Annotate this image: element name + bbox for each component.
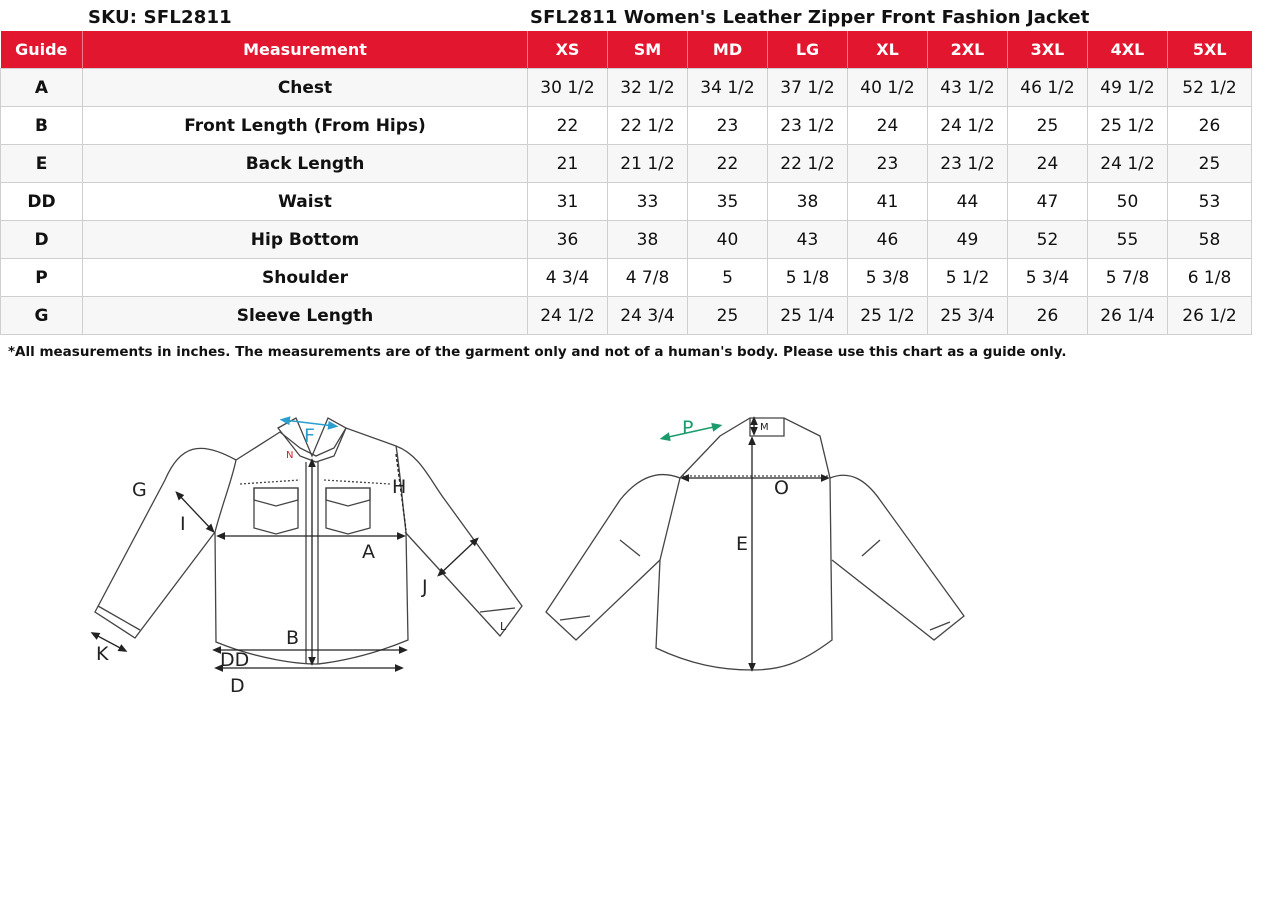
label-l: L [500, 620, 507, 633]
size-value-cell: 23 1/2 [768, 107, 848, 145]
size-value-cell: 43 1/2 [928, 69, 1008, 107]
header-size: MD [688, 31, 768, 69]
guide-cell: G [1, 297, 83, 335]
guide-cell: A [1, 69, 83, 107]
header-size: 2XL [928, 31, 1008, 69]
size-value-cell: 33 [608, 183, 688, 221]
measurement-cell: Sleeve Length [83, 297, 528, 335]
measurement-cell: Hip Bottom [83, 221, 528, 259]
measurement-note: *All measurements in inches. The measurements are of the garment only and not of a human's body. Please use this chart as a guide only. [8, 344, 1067, 360]
size-value-cell: 4 3/4 [528, 259, 608, 297]
label-n: N [286, 450, 294, 461]
size-value-cell: 31 [528, 183, 608, 221]
label-o: O [774, 477, 789, 499]
size-value-cell: 53 [1168, 183, 1252, 221]
size-value-cell: 46 1/2 [1008, 69, 1088, 107]
measurement-cell: Shoulder [83, 259, 528, 297]
size-value-cell: 55 [1088, 221, 1168, 259]
size-value-cell: 40 1/2 [848, 69, 928, 107]
measurement-cell: Chest [83, 69, 528, 107]
size-value-cell: 24 1/2 [528, 297, 608, 335]
size-value-cell: 36 [528, 221, 608, 259]
table-row [1, 297, 1252, 335]
size-value-cell: 26 [1168, 107, 1252, 145]
size-value-cell: 4 7/8 [608, 259, 688, 297]
page-title: SFL2811 Women's Leather Zipper Front Fashion Jacket [530, 7, 1090, 28]
measurement-cell: Back Length [83, 145, 528, 183]
table-row [1, 259, 1252, 297]
size-value-cell: 25 1/4 [768, 297, 848, 335]
size-value-cell: 5 [688, 259, 768, 297]
label-m: M [760, 422, 769, 433]
label-a: A [362, 541, 375, 563]
table-row [1, 183, 1252, 221]
header-size: SM [608, 31, 688, 69]
size-value-cell: 35 [688, 183, 768, 221]
label-d: D [230, 675, 245, 697]
size-value-cell: 52 1/2 [1168, 69, 1252, 107]
size-value-cell: 5 1/2 [928, 259, 1008, 297]
size-value-cell: 24 1/2 [928, 107, 1008, 145]
back-jacket-illustration [546, 418, 964, 670]
measurement-cell: Waist [83, 183, 528, 221]
size-value-cell: 22 [688, 145, 768, 183]
guide-cell: DD [1, 183, 83, 221]
size-value-cell: 32 1/2 [608, 69, 688, 107]
size-value-cell: 46 [848, 221, 928, 259]
label-k: K [96, 643, 109, 665]
header-size: LG [768, 31, 848, 69]
size-value-cell: 30 1/2 [528, 69, 608, 107]
table-row [1, 221, 1252, 259]
front-measurement-arrows [94, 454, 476, 668]
size-value-cell: 49 [928, 221, 1008, 259]
size-value-cell: 50 [1088, 183, 1168, 221]
size-value-cell: 5 3/8 [848, 259, 928, 297]
size-value-cell: 34 1/2 [688, 69, 768, 107]
size-value-cell: 25 [688, 297, 768, 335]
sku-label: SKU: SFL2811 [88, 7, 232, 28]
size-value-cell: 25 1/2 [848, 297, 928, 335]
size-value-cell: 40 [688, 221, 768, 259]
label-j: J [422, 576, 428, 598]
jacket-diagram [0, 380, 1000, 700]
label-p: P [682, 417, 694, 439]
size-value-cell: 5 1/8 [768, 259, 848, 297]
size-value-cell: 23 [688, 107, 768, 145]
size-value-cell: 24 [848, 107, 928, 145]
size-value-cell: 25 [1168, 145, 1252, 183]
size-value-cell: 43 [768, 221, 848, 259]
header-guide: Guide [1, 31, 83, 69]
size-value-cell: 38 [608, 221, 688, 259]
header-size: 3XL [1008, 31, 1088, 69]
header-size: 4XL [1088, 31, 1168, 69]
size-value-cell: 38 [768, 183, 848, 221]
size-value-cell: 22 [528, 107, 608, 145]
size-value-cell: 22 1/2 [768, 145, 848, 183]
size-value-cell: 22 1/2 [608, 107, 688, 145]
label-dd: DD [220, 649, 250, 671]
size-value-cell: 25 3/4 [928, 297, 1008, 335]
header-size: XS [528, 31, 608, 69]
label-f: F [304, 425, 315, 447]
size-value-cell: 21 [528, 145, 608, 183]
size-value-cell: 6 1/8 [1168, 259, 1252, 297]
measurement-cell: Front Length (From Hips) [83, 107, 528, 145]
size-value-cell: 24 3/4 [608, 297, 688, 335]
size-value-cell: 25 1/2 [1088, 107, 1168, 145]
label-i: I [180, 513, 186, 535]
guide-cell: D [1, 221, 83, 259]
label-g: G [132, 479, 147, 501]
header-measurement: Measurement [83, 31, 528, 69]
size-value-cell: 24 1/2 [1088, 145, 1168, 183]
table-row [1, 107, 1252, 145]
guide-cell: P [1, 259, 83, 297]
size-value-cell: 23 1/2 [928, 145, 1008, 183]
size-value-cell: 5 3/4 [1008, 259, 1088, 297]
size-value-cell: 26 1/4 [1088, 297, 1168, 335]
front-jacket-illustration [95, 418, 522, 664]
size-value-cell: 58 [1168, 221, 1252, 259]
table-row [1, 145, 1252, 183]
table-row [1, 69, 1252, 107]
size-value-cell: 41 [848, 183, 928, 221]
size-value-cell: 5 7/8 [1088, 259, 1168, 297]
size-value-cell: 47 [1008, 183, 1088, 221]
guide-cell: E [1, 145, 83, 183]
size-value-cell: 26 [1008, 297, 1088, 335]
size-value-cell: 26 1/2 [1168, 297, 1252, 335]
size-value-cell: 21 1/2 [608, 145, 688, 183]
guide-cell: B [1, 107, 83, 145]
size-chart-table [0, 31, 1252, 335]
size-value-cell: 49 1/2 [1088, 69, 1168, 107]
back-measurement-arrows [684, 420, 826, 668]
table-header-row [1, 31, 1252, 69]
size-value-cell: 52 [1008, 221, 1088, 259]
size-value-cell: 44 [928, 183, 1008, 221]
size-value-cell: 23 [848, 145, 928, 183]
size-value-cell: 24 [1008, 145, 1088, 183]
label-b: B [286, 627, 300, 649]
label-e: E [736, 533, 749, 555]
size-value-cell: 25 [1008, 107, 1088, 145]
header-size: 5XL [1168, 31, 1252, 69]
header-size: XL [848, 31, 928, 69]
label-h: H [392, 476, 407, 498]
size-value-cell: 37 1/2 [768, 69, 848, 107]
